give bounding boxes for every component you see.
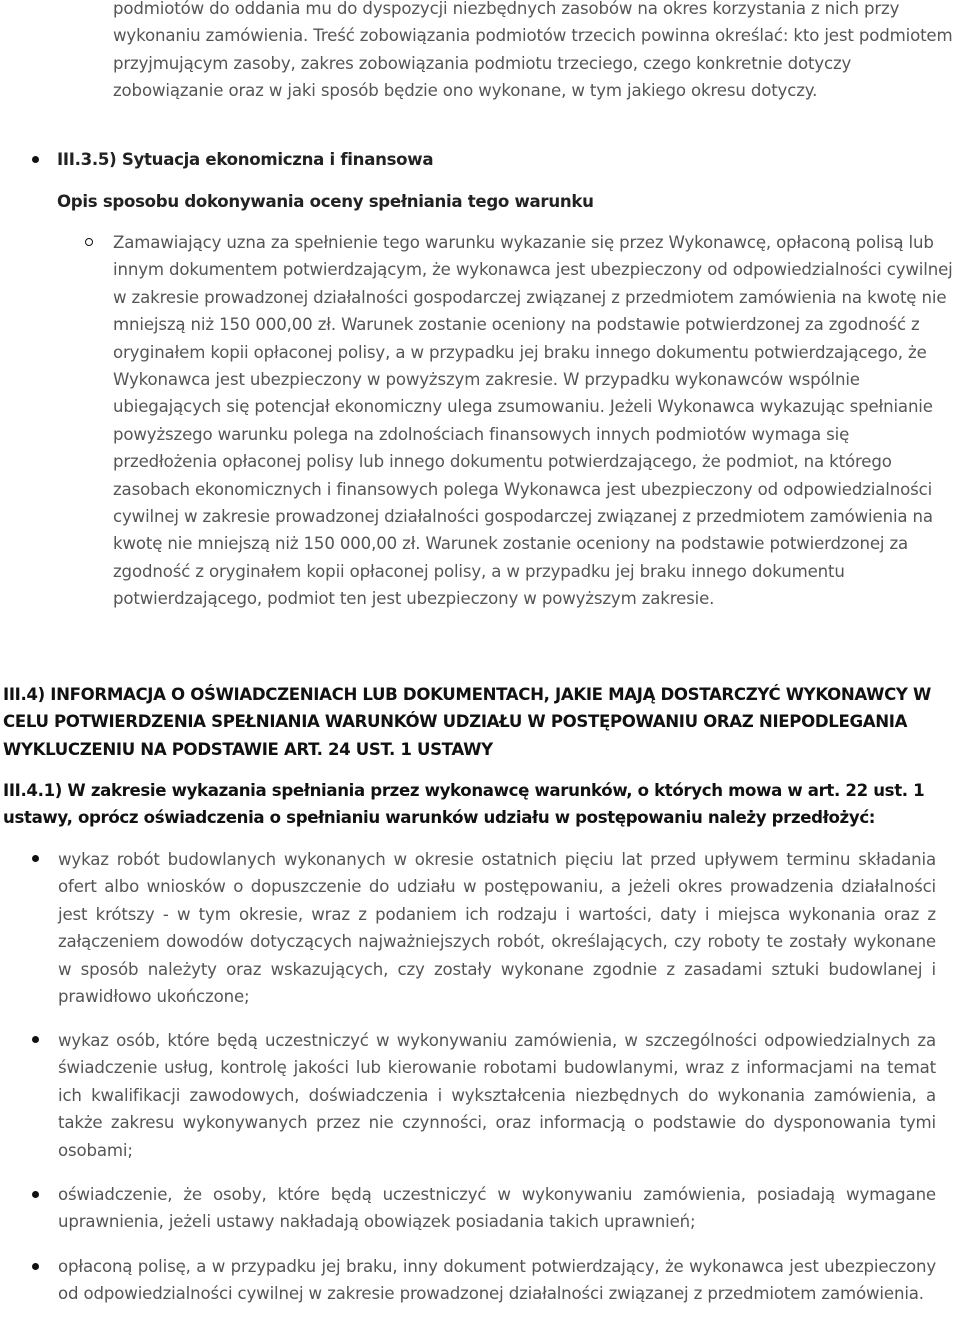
list-item: opłaconą polisę, a w przypadku jej braku, inny dokument potwierdzający, że wykonawca jest ubezpieczony od odpowiedzialności cywilnej w zakresie prowadzonej działalności związanej z przedmiotem zamówienia. (58, 1257, 936, 1304)
bullet-icon (32, 1263, 39, 1270)
section-4-title: III.4) INFORMACJA O OŚWIADCZENIACH LUB DOKUMENTACH, JAKIE MAJĄ DOSTARCZYĆ WYKONAWCY W CELU POTWIERDZENIA SPEŁNIANIA WARUNKÓW UDZIAŁU W POSTĘPOWANIU ORAZ NIEPODLEGANIA WYKLUCZENIU NA PODSTAWIE ART. 24 UST. 1 USTAWY (3, 685, 931, 759)
continuation-paragraph: podmiotów do oddania mu do dyspozycji niezbędnych zasobów na okres korzystania z nich przy wykonaniu zamówienia. Treść zobowiązania podmiotów trzecich powinna określać: kto jest podmiotem przyjmującym zasoby, zakres zobowiązania podmiotu trzeciego, czego konkretnie dotyczy zobowiązanie oraz w jaki sposób będzie ono wykonane, w tym jakiego okresu dotyczy. (113, 0, 953, 101)
section-3-5-paragraph: Zamawiający uzna za spełnienie tego warunku wykazanie się przez Wykonawcę, opłaconą polisą lub innym dokumentem potwierdzającym, że wykonawca jest ubezpieczony od odpowiedzialności cywilnej w zakresie prowadzonej działalności gospodarczej związanej z przedmiotem zamówienia na kwotę nie mniejszą niż 150 000,00 zł. Warunek zostanie oceniony na podstawie potwierdzonej za zgodność z oryginałem kopii opłaconej polisy, a w przypadku jej braku innego dokumentu potwierdzającego, że Wykonawca jest ubezpieczony w powyższym zakresie. W przypadku wykonawców wspólnie ubiegających się potencjał ekonomiczny ulega zsumowaniu. Jeżeli Wykonawca wykazując spełnianie powyższego warunku polega na zdolnościach finansowych innych podmiotów wymaga się przedłożenia opłaconej polisy lub innego dokumentu potwierdzającego, że podmiot, na którego zasobach ekonomicznych i finansowych polega Wykonawca jest ubezpieczony od odpowiedzialności cywilnej w zakresie prowadzonej działalności gospodarczej związanej z przedmiotem zamówienia na kwotę nie mniejszą niż 150 000,00 zł. Warunek zostanie oceniony na podstawie potwierdzonej za zgodność z oryginałem kopii opłaconej polisy, a w przypadku jej braku innego dokumentu potwierdzającego, podmiot ten jest ubezpieczony w powyższym zakresie. (113, 233, 953, 609)
list-item: oświadczenie, że osoby, które będą uczestniczyć w wykonywaniu zamówienia, posiadają wymagane uprawnienia, jeżeli ustawy nakładają obowiązek posiadania takich uprawnień; (58, 1185, 936, 1232)
bullet-icon (32, 1036, 39, 1043)
section-4-1-title: III.4.1) W zakresie wykazania spełniania przez wykonawcę warunków, o których mowa w art. 22 ust. 1 ustawy, oprócz oświadczenia o spełnianiu warunków udziału w postępowaniu należy przedłożyć: (3, 781, 925, 828)
list-item: wykaz robót budowlanych wykonanych w okresie ostatnich pięciu lat przed upływem terminu składania ofert albo wniosków o dopuszczenie do udziału w postępowaniu, a jeżeli okres prowadzenia działalności jest krótszy - w tym okresie, wraz z podaniem ich rodzaju i wartości, daty i miejsca wykonania oraz z załączeniem dowodów dotyczących najważniejszych robót, określających, czy roboty te zostały wykonane w sposób należyty oraz wskazujących, czy zostały wykonane zgodnie z zasadami sztuki budowlanej i prawidłowo ukończone; (58, 850, 936, 1007)
bullet-icon (32, 156, 39, 163)
list-item: wykaz osób, które będą uczestniczyć w wykonywaniu zamówienia, w szczególności odpowiedzialnych za świadczenie usług, kontrolę jakości lub kierowanie robotami budowlanymi, wraz z informacjami na temat ich kwalifikacji zawodowych, doświadczenia i wykształcenia niezbędnych do wykonania zamówienia, a także zakresu wykonywanych przez nie czynności, oraz informacją o podstawie do dysponowania tymi osobami; (58, 1031, 936, 1160)
section-3-5-subtitle: Opis sposobu dokonywania oceny spełniania tego warunku (57, 192, 594, 211)
circle-bullet-icon (85, 238, 93, 246)
bullet-icon (32, 1191, 39, 1198)
bullet-icon (32, 855, 39, 862)
section-3-5-title: III.3.5) Sytuacja ekonomiczna i finansowa (57, 150, 434, 169)
